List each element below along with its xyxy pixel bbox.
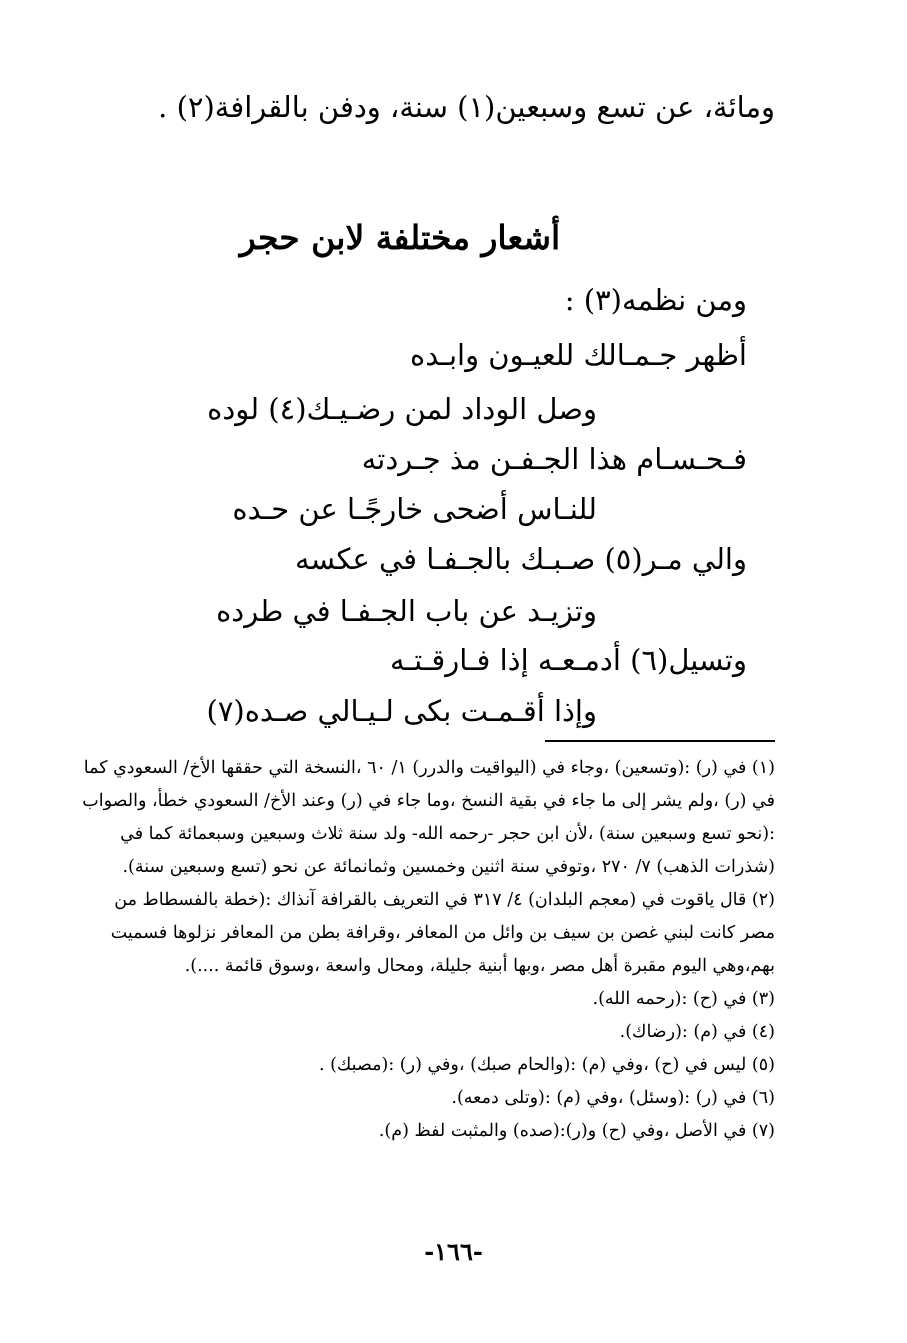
verse-6: وتزيـد عن باب الجـفـا في طرده [216, 594, 597, 628]
poem-intro: ومن نظمه(٣) : [564, 283, 747, 317]
footnote-separator [545, 740, 775, 742]
verse-5: والي مـر(٥) صـبـك بالجـفـا في عكسه [295, 542, 747, 576]
footnote-1: (١) في (ر) :(وتسعين) ،وجاء في (اليواقيت والدرر) ١/ ٦٠ ،النسخة التي حققها الأخ/ السعودي كما في (ر) ،ولم يشر إلى ما جاء في بقية النسخ ،وما جاء في (ر) وعند الأخ/ السعودي خطأ، والصواب :(نحو تسع وسبعين سنة) ،لأن ابن حجر -رحمه الله- ولد سنة ثلاث وسبعين وسبعمائة كما في (شذرات الذهب) ٧/ ٢٧٠ ،وتوفي سنة اثنين وخمسين وثمانمائة عن نحو (تسع وسبعين سنة). [82, 758, 775, 877]
opening-line: ومائة، عن تسع وسبعين(١) سنة، ودفن بالقرافة(٢) . [158, 90, 775, 124]
verse-8: وإذا أقـمـت بكى لـيـالي صـده(٧) [206, 694, 597, 728]
footnote-4: (٤) في (م) :(رضاك). [619, 1022, 775, 1042]
verse-7: وتسيل(٦) أدمـعـه إذا فـارقـتـه [390, 643, 747, 677]
footnotes [75, 752, 775, 1148]
section-heading: أشعار مختلفة لابن حجر [239, 218, 561, 257]
footnote-6: (٦) في (ر) :(وسئل) ،وفي (م) :(وتلى دمعه). [451, 1088, 775, 1108]
verse-2: وصل الوداد لمن رضـيـك(٤) لوده [207, 392, 597, 426]
verse-3: فـحـسـام هذا الجـفـن مذ جـردته [361, 442, 747, 476]
verse-1: أظهر جـمـالك للعيـون وابـده [410, 338, 747, 372]
page-number: -١٦٦- [424, 1237, 483, 1266]
footnote-5: (٥) ليس في (ح) ،وفي (م) :(والحام صبك) ،وفي (ر) :(مصبك) . [318, 1055, 775, 1075]
footnote-7: (٧) في الأصل ،وفي (ح) و(ر):(صده) والمثبت لفظ (م). [378, 1121, 775, 1141]
footnote-3: (٣) في (ح) :(رحمه الله). [592, 989, 775, 1009]
footnote-2: (٢) قال ياقوت في (معجم البلدان) ٤/ ٣١٧ في التعريف بالقرافة آنذاك :(خطة بالفسطاط من مصر كانت لبني غصن بن سيف بن وائل من المعافر ،وقرافة بطن من المعافر نزلوها فسميت بهم،وهي اليوم مقبرة أهل مصر ،وبها أبنية جليلة، ومحال واسعة ،وسوق قائمة ....). [110, 890, 775, 976]
verse-4: للنـاس أضحى خارجًـا عن حـده [232, 492, 597, 526]
